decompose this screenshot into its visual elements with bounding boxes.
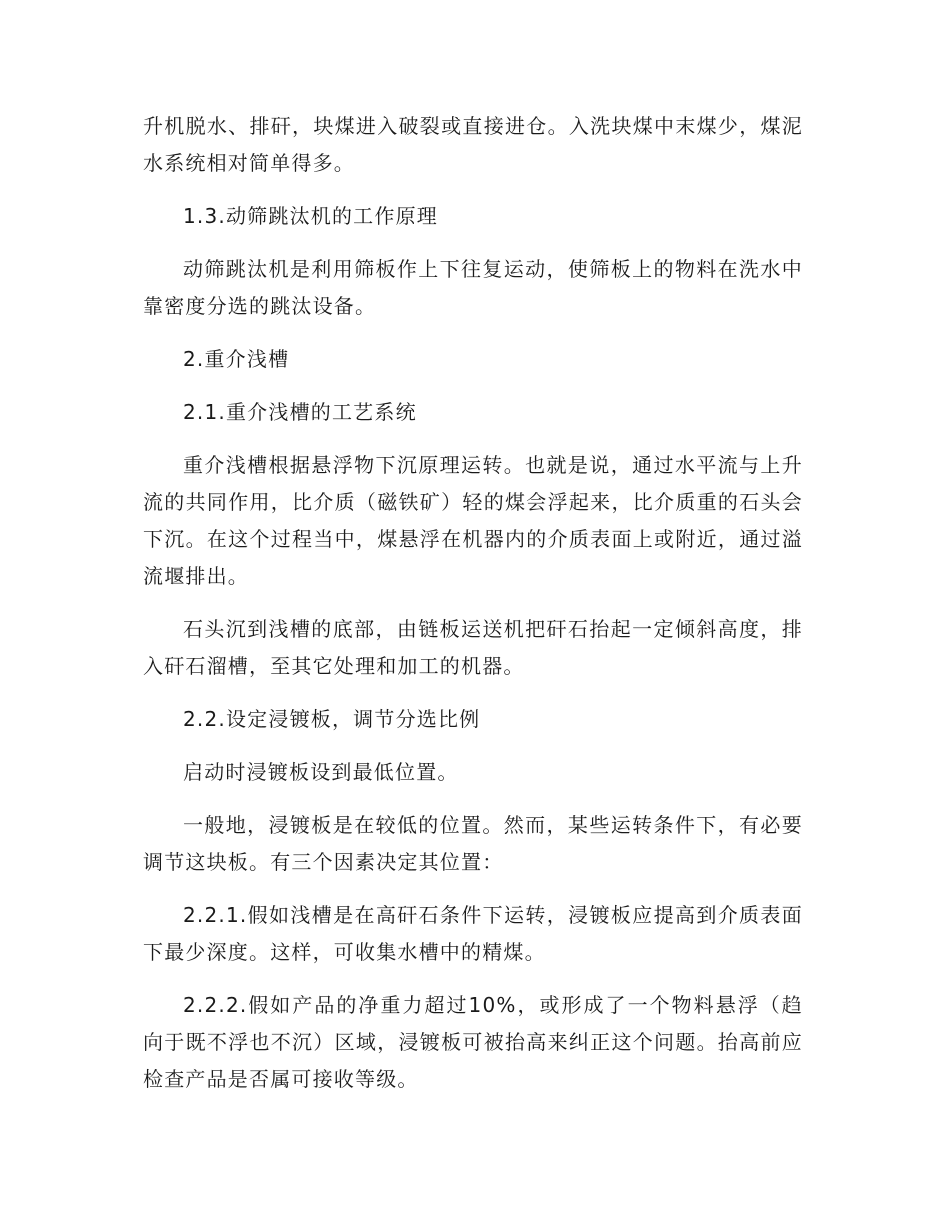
section-heading-1-3: 1.3.动筛跳汰机的工作原理 — [183, 204, 438, 228]
paragraph: 石头沉到浅槽的底部，由链板运送机把矸石抬起一定倾斜高度，排入矸石溜槽，至其它处理和加工的机器。 — [143, 617, 803, 678]
section-heading-2-2: 2.2.设定浸镀板，调节分选比例 — [183, 707, 481, 731]
paragraph: 重介浅槽根据悬浮物下沉原理运转。也就是说，通过水平流与上升流的共同作用，比介质（磁铁矿）轻的煤会浮起来，比介质重的石头会下沉。在这个过程当中，煤悬浮在机器内的介质表面上或附近，通过溢流堰排出。 — [143, 453, 803, 588]
section-heading-2: 2.重介浅槽 — [183, 347, 290, 371]
list-item-2-2-2: 2.2.2.假如产品的净重力超过10%，或形成了一个物料悬浮（趋向于既不浮也不沉）区域，浸镀板可被抬高来纠正这个问题。抬高前应检查产品是否属可接收等级。 — [143, 993, 803, 1091]
paragraph: 动筛跳汰机是利用筛板作上下往复运动，使筛板上的物料在洗水中靠密度分选的跳汰设备。 — [143, 257, 803, 318]
document-page — [143, 108, 803, 1114]
list-item-2-2-1: 2.2.1.假如浅槽是在高矸石条件下运转，浸镀板应提高到介质表面下最少深度。这样，可收集水槽中的精煤。 — [143, 903, 803, 964]
paragraph-continuation: 升机脱水、排矸，块煤进入破裂或直接进仓。入洗块煤中末煤少，煤泥水系统相对简单得多。 — [143, 114, 803, 175]
section-heading-2-1: 2.1.重介浅槽的工艺系统 — [183, 400, 417, 424]
paragraph: 一般地，浸镀板是在较低的位置。然而，某些运转条件下，有必要调节这块板。有三个因素决定其位置： — [143, 813, 803, 874]
paragraph: 启动时浸镀板设到最低位置。 — [183, 760, 459, 784]
